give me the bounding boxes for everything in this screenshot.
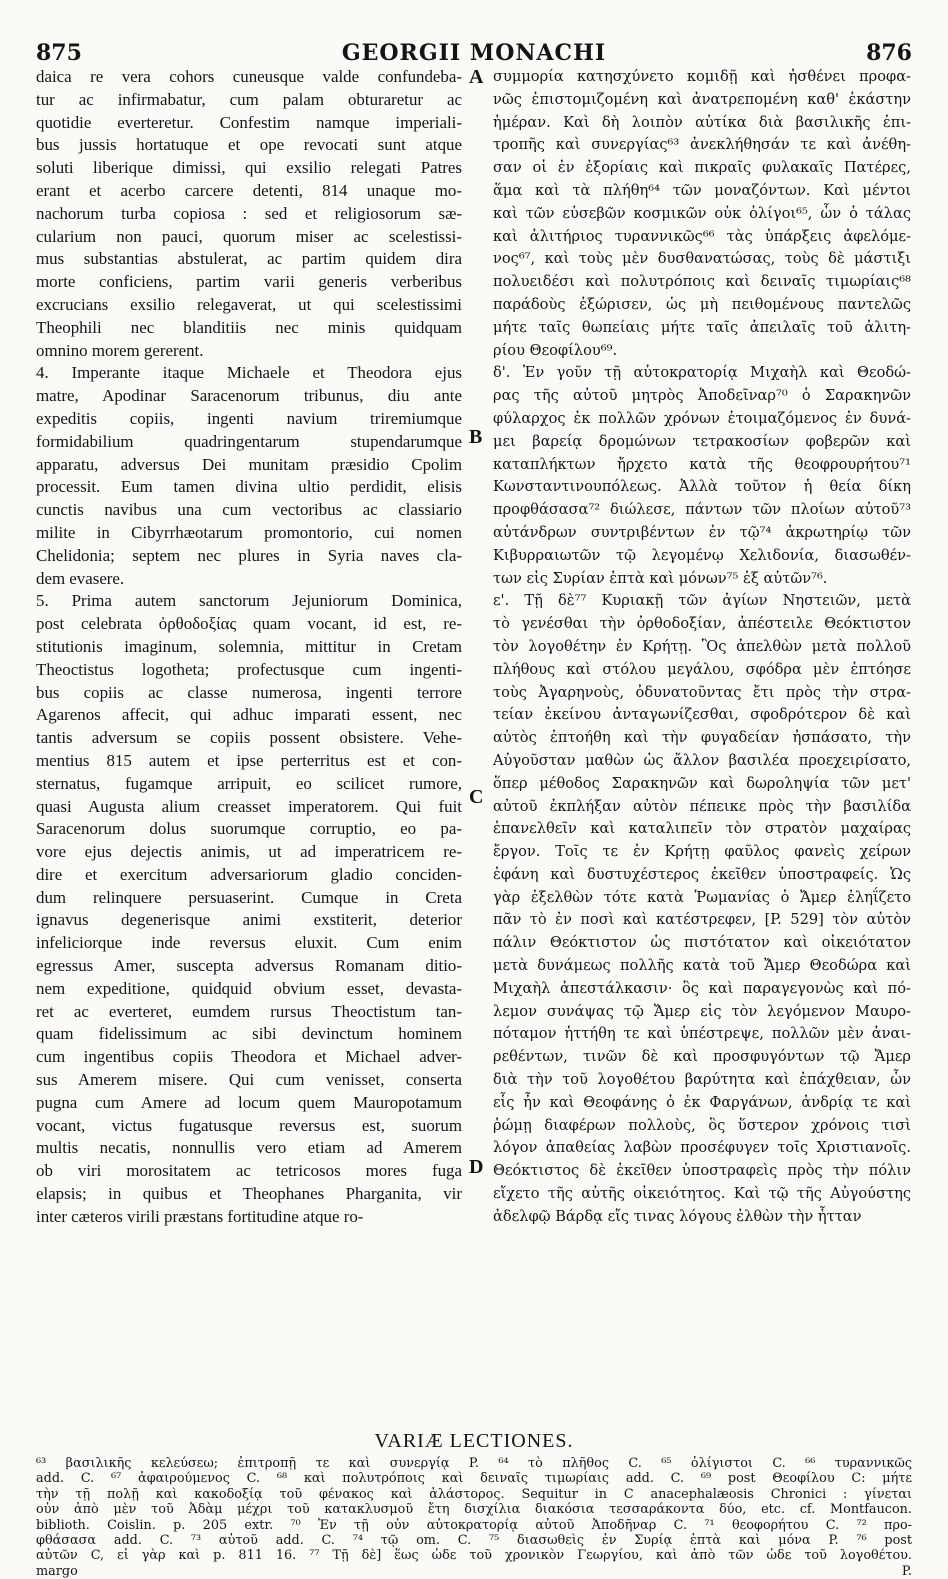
text-line: apparatu, adversus Dei munitam præsidio Cpolim (36, 454, 462, 474)
text-line: των εἰς Συρίαν ἑπτὰ καὶ μόνων⁷⁵ ἐξ αὐτῶν⁷⁶. (493, 569, 828, 587)
text-line: Agarenos affecit, qui adhuc imparati essent, nec (36, 705, 462, 725)
text-line: ret ac everteret, eumdem rursus Theoctistum tan- (36, 1001, 462, 1021)
margin-marker-c: C (469, 786, 484, 808)
text-line: morte conficiens, partim varii generis verberibus (36, 272, 462, 292)
text-line: quotidie everteretur. Confestim namque imperiali- (36, 112, 462, 132)
text-line: Theoctistus logotheta; profectusque cum ingenti- (36, 659, 462, 679)
text-line: formidabilium quadringentarum stupendarumque (36, 431, 462, 451)
text-line: πόταμον ἡττήθη τε καὶ ὑπέστρεψε, πολλῶν μὲν ἀναι- (493, 1025, 911, 1043)
text-line: Θεόκτιστος δὲ ἐκεῖθεν ὑποστραφεὶς πρὸς τὴν πόλιν (493, 1162, 911, 1180)
text-line: 4. Imperante itaque Michaele et Theodora ejus (36, 363, 462, 383)
text-line: δ'. Ἐν γοῦν τῇ αὐτοκρατορίᾳ Μιχαὴλ καὶ Θεοδώ- (493, 364, 911, 382)
greek-column (493, 66, 911, 1229)
page-number-right: 876 (866, 40, 912, 66)
text-line: mentius 815 autem et ipse perterritus est et con- (36, 750, 462, 770)
text-line: νος⁶⁷, καὶ τοὺς μὲν δυσθανατώσας, τοὺς δὲ μάστιξι (493, 250, 911, 268)
text-line: post celebrata ὀρθοδοξίας quam vocant, id est, re- (36, 614, 462, 634)
text-line: μετὰ δυνάμεως πολλῆς κατὰ τοῦ Ἄμερ Θεοδώρα καὶ (493, 957, 911, 975)
text-line: egressus Amer, suscepta adversus Romanam ditio- (36, 956, 462, 976)
text-line: ignavus degenerisque animi exstiterit, deterior (36, 910, 462, 930)
text-line: pugna cum Amere ad locum quem Mauropotamum (36, 1092, 462, 1112)
text-line: συμμορία κατησχύνετο κομιδῇ καὶ ἠσθένει προφα- (493, 68, 911, 85)
text-line: Κωνσταντινουπόλεως. Ἀλλὰ τοῦτον ἡ θεία δίκη (493, 478, 911, 496)
text-line: biblioth. Coislin. p. 205 extr. ⁷⁰ Ἐν τῇ οὖν αὐτοκρατορίᾳ αὐτοῦ Ἀποδῆναρ C. ⁷¹ θεοφορήτου C. ⁷² προ- (36, 1517, 912, 1533)
text-line: sternatus, fugamque arripuit, eo scilicet rumore, (36, 773, 462, 793)
text-line: Theophili nec blanditiis nec minis quidquam (36, 317, 462, 337)
text-line: ⁶³ βασιλικῆς κελεύσεω; ἐπιτροπῇ τε καὶ συνεργίᾳ P. ⁶⁴ τὸ πλῆθος C. ⁶⁵ ὀλίγιστοι C. ⁶⁶ τυραννικῶς (36, 1456, 912, 1471)
text-line: excrucians exsilio relegaverat, ut qui scelestissimi (36, 294, 462, 314)
text-line: τείαν ἐκείνου ἀνταγωνίζεσθαι, σφοδρότερον δὲ καὶ (493, 706, 911, 724)
text-line: εἴχετο τῆς αὐτῆς οἰκειότητος. Καὶ τῷ τῆς Αὐγούστης (493, 1185, 911, 1203)
text-line: 5. Prima autem sanctorum Jejuniorum Dominica, (36, 591, 462, 611)
text-line: Κιβυρραιωτῶν τῷ λεγομένῳ Χελιδονία, διασωθέν- (493, 546, 911, 564)
text-line: φύλαρχος ἐκ πολλῶν χρόνων ἑτοιμαζόμενος ἐν δυνά- (493, 409, 911, 427)
margin-marker-d: D (469, 1156, 484, 1178)
text-line: ρας τῆς αὐτοῦ μητρὸς Ἀποδεῖναρ⁷⁰ ὁ Σαρακηνῶν (493, 387, 911, 405)
text-line: bus jussis hortatuque et ope revocati sunt atque (36, 135, 462, 155)
text-line: ἐφάνη καὶ δυστυχέστερος ἐκεῖθεν ὑποστραφείς. Ὡς (493, 865, 911, 883)
text-line: λεμον συνάψας τῷ Ἄμερ εἰς τὸν λεγόμενον Μαυρο- (493, 1002, 911, 1020)
text-line: nachorum turba copiosa : sed et religiosorum sæ- (36, 203, 462, 223)
text-line: αὐτάνδρων συντριβέντων ἐν τῷ⁷⁴ ἀκρωτηρίῳ τῶν (493, 523, 911, 541)
text-line: nem expeditione, quidquid obvium esset, devasta- (36, 978, 462, 998)
text-line: φθάσασα add. C. ⁷³ αὐτοῦ add. C. ⁷⁴ τῷ om. C. ⁷⁵ διασωθεὶς ἐν Συρίᾳ ἑπτὰ καὶ μόνα P. ⁷⁶ post (36, 1532, 912, 1548)
text-line: καταπλήκτων ἤρχετο κατὰ τῆς θεοφρουρήτου⁷¹ (493, 455, 911, 473)
text-line: quasi Augusta alium creasset imperatorem. Qui fuit (36, 796, 462, 816)
text-line: elapsis; in quibus et Theophanes Pharganita, vir (36, 1184, 462, 1204)
text-line: εἷς ἦν καὶ Θεοφάνης ὁ ἐκ Φαργάνων, ἀνδρίᾳ τε καὶ (493, 1093, 911, 1111)
variae-lectiones-title: VARIÆ LECTIONES. (374, 1430, 574, 1452)
text-line: matre, Apodinar Saracenorum tribunus, diu ante (36, 386, 462, 406)
text-line: ρίου Θεοφίλου⁶⁹. (493, 341, 618, 359)
text-line: cum ingentibus copiis Theodora et Michael adver- (36, 1047, 462, 1067)
margin-marker-b: B (469, 426, 483, 448)
text-line: ὅπερ μέθοδος Σαρακηνῶν καὶ δωροληψία τῶν μετ' (493, 774, 911, 792)
text-line: vore ejus dejectis animis, ut ad imperatricem re- (36, 842, 462, 862)
latin-column (36, 66, 462, 1229)
text-line: μήτε ταῖς θωπείαις μήτε ταῖς ἀπειλαῖς τοῦ ἀλιτη- (493, 318, 911, 336)
text-line: ἅμα καὶ τὰ πλήθη⁶⁴ τῶν μοναζόντων. Καὶ μέντοι (493, 181, 911, 199)
text-line: τοὺς Ἀγαρηνοὺς, ὀδυνατοῦντας ἔτι πρὸς τὴν στρα- (493, 683, 911, 701)
text-line: quam fidelissimum ac sibi devinctum hominem (36, 1024, 462, 1044)
text-line: vocant, victus fugatusque reversus est, suorum (36, 1115, 462, 1135)
text-line: καὶ ἀλιτήριος τυραννικῶς⁶⁶ τὰς ὑπάρξεις ἀφελόμε- (493, 227, 911, 245)
text-line: Chelidonia; septem nec plures in Syria naves cla- (36, 545, 462, 565)
text-line: soluti liberique dimissi, qui exsilio relegati Patres (36, 158, 462, 178)
text-line: ε'. Τῇ δὲ⁷⁷ Κυριακῇ τῶν ἁγίων Νηστειῶν, μετὰ (493, 592, 911, 610)
text-line: expeditis copiis, ingenti navium triremiumque (36, 408, 462, 428)
text-line: ἀδελφῷ Βάρδᾳ εἴς τινας λόγους ἐλθὼν τὴν ἧτταν (493, 1207, 862, 1225)
text-line: αὐτοῦ ἐκπλήξαν αὐτὸν πέπεικε πρὸς τὴν βασιλίδα (493, 797, 911, 815)
text-line: αὐτὸς ἐπτοήθη καὶ τὴν φυγαδείαν ἠσπάσατο, τὴν (493, 729, 911, 747)
text-line: cunctis navibus una cum vectoribus ac classiario (36, 500, 462, 520)
text-line: Saracenorum dolus suorumque corruptio, eo pa- (36, 819, 462, 839)
text-line: tantis adversum se copiis possent obsistere. Vehe- (36, 728, 462, 748)
text-line: σαν οἱ ἐν ἐξορίαις καὶ πικραῖς φυλακαῖς Πατέρες, (493, 159, 911, 177)
text-line: τὸ γενέσθαι τὴν ὀρθοδοξίαν, ἀπέστειλε Θεόκτιστον (493, 615, 911, 633)
margin-marker-a: A (469, 66, 484, 88)
text-line: infeliciorque inde reversus eluxit. Cum enim (36, 933, 462, 953)
text-line: stitutionis imaginum, solemnia, mittitur in Cretam (36, 636, 462, 656)
text-line: μει βαρείᾳ δρομώνων τετρακοσίων φοβερῶν καὶ (493, 432, 911, 450)
text-line: καὶ τῶν εὐσεβῶν κοσμικῶν οὐκ ὀλίγοι⁶⁵, ὧν ὁ τάλας (493, 204, 911, 222)
text-line: ρεθέντων, τινῶν δὲ καὶ προσφυγόντων τῷ Ἄμερ (493, 1048, 911, 1066)
text-line: παράδοὺς ἐξώρισεν, ὡς μὴ πειθομένους παντελῶς (493, 295, 911, 313)
text-line: inter cæteros virili præstans fortitudine atque ro- (36, 1206, 364, 1226)
page-number-left: 875 (36, 40, 82, 66)
text-line: add. C. ⁶⁷ ἀφαιρούμενος C. ⁶⁸ καὶ πολυτρόποις καὶ δειναῖς τιμωρίαις add. C. ⁶⁹ post Θεοφίλου C: μήτε (36, 1471, 912, 1487)
text-line: bus copiis ac classe numerosa, ingenti terrore (36, 682, 462, 702)
text-line: ἐπανελθεῖν καὶ καταλιπεῖν τὸν στρατὸν μαχαίρας (493, 820, 911, 838)
text-line: omnino morem gererent. (36, 340, 204, 360)
text-line: Μιχαὴλ ἀπεστάλκασιν· ὃς καὶ παραγεγονὼς καὶ πό- (493, 979, 911, 997)
text-line: τὴν τῇ πολῇ καὶ κακοδοξίᾳ τοῦ φένακος καὶ ἀλάστορος. Sequitur in C anacephalæosis Chronici : γίνεται (36, 1486, 912, 1502)
text-line: ob viri morositatem ac tetricosos mores fuga (36, 1161, 462, 1181)
text-line: τροπῆς καὶ συνεργίας⁶³ ἀνεκλήθησάν τε καὶ ἀνέθη- (493, 136, 911, 154)
text-line: milite in Cibyrrhæotarum promontorio, cui nomen (36, 522, 462, 542)
text-line: προφθάσασα⁷² διώλεσε, πάντων τῶν πλοίων αὐτοῦ⁷³ (493, 501, 911, 519)
text-line: γὰρ ἐξελθὼν τότε κατὰ Ῥωμανίας ὁ Ἄμερ ἐληΐζετο (493, 888, 911, 906)
text-line: daica re vera cohors cuneusque valde confundeba- (36, 67, 462, 86)
text-line: νῶς ἐπιστομιζομένη καὶ ἀνατρεπομένη καθ' ἑκάστην (493, 90, 911, 108)
text-line: multis necatis, nonnullis vero etiam ad Amerem (36, 1138, 462, 1158)
text-line: πάλιν Θεόκτιστον ὡς πιστότατον καὶ οἰκειότατον (493, 934, 911, 952)
text-line: πολυειδέσι καὶ πολυτρόποις καὶ δειναῖς τιμωρίαις⁶⁸ (493, 273, 911, 291)
text-line: ῥώμῃ διαφέρων πολλοὺς, ὃς ὕστερον χρόνοις τισὶ (493, 1116, 911, 1134)
text-line: ἡμέραν. Καὶ δὴ λοιπὸν αὐτίκα διὰ βασιλικῆς ἐπι- (493, 113, 911, 131)
running-title: GEORGII MONACHI (341, 40, 607, 66)
text-line: sus Amerem misere. Qui cum venisset, conserta (36, 1070, 462, 1090)
text-line: mus substantias abstulerat, ac partim quidem dira (36, 249, 462, 269)
text-line: tur ac infirmabatur, cum palam obturaretur ac (36, 89, 462, 109)
text-line: margo P. (36, 1563, 912, 1579)
text-line: processit. Eum tamen divina ultio perdidit, elisis (36, 477, 462, 497)
text-line: cularium non pauci, quorum miser ac scelestissi- (36, 226, 462, 246)
text-line: dum relinquere persuaserint. Cumque in Creta (36, 887, 462, 907)
text-line: dem evasere. (36, 568, 125, 588)
text-line: πλήθους καὶ στόλου μεγάλου, σφόδρα μὲν ἐπτόησε (493, 660, 911, 678)
text-line: λόγον ἀπαθείας λαβὼν προσέφυγεν τοῖς Χριστιανοῖς. (493, 1139, 911, 1157)
text-line: πᾶν τὸ ἐν ποσὶ καὶ κατέστρεφεν, [P. 529] τὸν αὐτὸν (493, 911, 911, 929)
text-line: διὰ τὴν τοῦ λογοθέτου βαρύτητα καὶ ἐπάχθειαν, ὧν (493, 1071, 911, 1089)
variae-lectiones-notes (36, 1456, 912, 1579)
running-header (36, 40, 912, 66)
text-line: αὐτῶν C, εἰ γὰρ καὶ p. 811 16. ⁷⁷ Τῇ δὲ] ἕως ὧδε τοῦ χρονικὸν Γεωργίου, καὶ ἀπὸ τῶν ὧδε τοῦ λογοθέτου. (36, 1548, 912, 1564)
text-line: τὸν λογοθέτην ἐν Κρήτῃ. Ὃς ἀπελθὼν μετὰ πολλοῦ (493, 637, 911, 655)
text-line: οὖν ἀπὸ μὲν τοῦ Ἀδὰμ μέχρι τοῦ κατακλυσμοῦ ἔτη δισχίλια διακόσια τεσσαράκοντα δύο, etc. cf. Montfaucon. (36, 1502, 912, 1518)
text-line: erant et acerbo carcere detenti, 814 unaque mo- (36, 180, 462, 200)
text-line: ἔργον. Τοῖς τε ἐν Κρήτῃ φαῦλος φανεὶς χείρων (493, 843, 911, 861)
text-line: dire et exercitum adversariorum gladio conciden- (36, 864, 462, 884)
text-line: Αὐγοῦσταν μαθὼν ὡς ἄλλον βασιλέα προεχειρίσατο, (493, 751, 911, 769)
